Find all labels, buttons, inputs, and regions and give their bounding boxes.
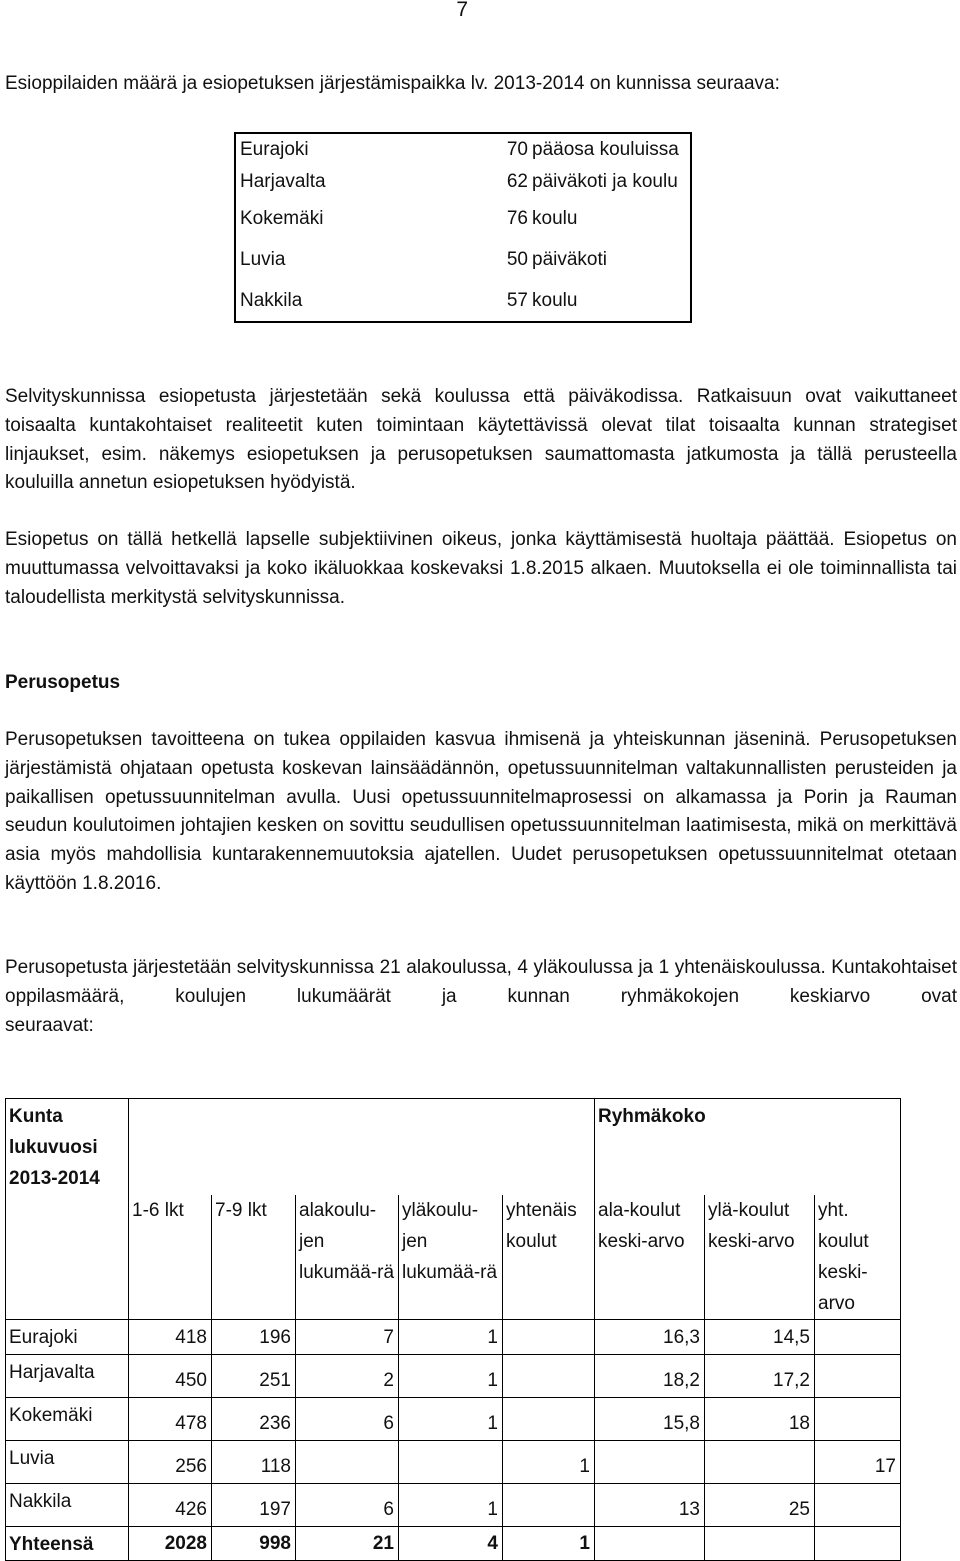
- place-cell: koulu: [532, 207, 578, 229]
- table-cell: 14,5: [705, 1320, 815, 1355]
- table-cell: [705, 1441, 815, 1484]
- table-cell: 17,2: [705, 1355, 815, 1398]
- table-cell: [815, 1484, 901, 1527]
- table-cell: 18,2: [595, 1355, 705, 1398]
- table-cell: [503, 1355, 595, 1398]
- table-cell: 15,8: [595, 1398, 705, 1441]
- count-cell: 70: [506, 139, 528, 160]
- municipality-cell: Eurajoki: [240, 139, 309, 160]
- table-cell: 118: [212, 1441, 296, 1484]
- table-cell: 18: [705, 1398, 815, 1441]
- table-cell: 256: [129, 1441, 212, 1484]
- page-number: 7: [456, 0, 468, 21]
- municipality-cell: Kokemäki: [240, 207, 324, 229]
- table-cell: 196: [212, 1320, 296, 1355]
- row-label: Kokemäki: [6, 1398, 129, 1441]
- paragraph-schools-count: [5, 954, 957, 1040]
- table-row: [6, 1355, 901, 1398]
- group-header: Ryhmäkoko: [595, 1099, 901, 1196]
- paragraph-basic-education: Perusopetuksen tavoitteena on tukea oppilaiden kasvua ihmisenä ja yhteiskunnan jäseninä. Perusopetuksen järjestämistä ohjataan opetusta koskevan lainsäädännön, opetussuunnitelman valtakunnallisten perusteiden ja paikallisen opetussuunnitelman avulla. Uusi opetussuunnitelmaprosessi on alkamassa ja Porin ja Rauman seudun koulutoimen johtajien kesken on sovittu seudullisen opetussuunnitelman laatimisesta, mikä on merkittävä asia myös mahdollisia kuntarakennemuutoksia ajatellen. Uudet perusopetuksen opetussuunnitelmat otetaan käyttöön 1.8.2016.: [5, 729, 957, 894]
- table-cell: 1: [503, 1527, 595, 1561]
- table-header-row: [6, 1099, 901, 1196]
- count-cell: 50: [506, 248, 528, 270]
- municipality-cell: Harjavalta: [240, 171, 326, 192]
- intro-text: Esioppilaiden määrä ja esiopetuksen järjestämispaikka lv. 2013-2014 on kunnissa seuraava:: [5, 73, 780, 94]
- table-row: [6, 1484, 901, 1527]
- table-cell: 426: [129, 1484, 212, 1527]
- table-cell: 478: [129, 1398, 212, 1441]
- section-heading: Perusopetus: [5, 672, 121, 693]
- table-cell: 450: [129, 1355, 212, 1398]
- column-header: yläkoulu-jen lukumää-rä: [399, 1195, 503, 1320]
- table-row: [235, 280, 691, 322]
- column-header: yht. koulut keski-arvo: [815, 1195, 901, 1320]
- place-cell: pääosa kouluissa: [532, 139, 679, 160]
- table-cell: 2: [296, 1355, 399, 1398]
- column-header: ala-koulut keski-arvo: [595, 1195, 705, 1320]
- column-header: yhtenäis koulut: [503, 1195, 595, 1320]
- table-header-row: [6, 1195, 901, 1320]
- table-cell: [815, 1527, 901, 1561]
- table-row: [6, 1320, 901, 1355]
- place-cell: päiväkoti: [532, 248, 607, 270]
- table-cell: [503, 1484, 595, 1527]
- table-cell: 1: [503, 1441, 595, 1484]
- paragraph-preschool-right: Esiopetus on tällä hetkellä lapselle subjektiivinen oikeus, jonka käyttämisestä huoltaja päättää. Esiopetus on muuttumassa velvoittavaksi ja koko ikäluokkaa koskevaksi 1.8.2015 alkaen. Muutoksella ei ole toiminnallista tai taloudellista merkitystä selvityskunnissa.: [5, 529, 957, 608]
- table-total-row: [6, 1527, 901, 1561]
- table-cell: 17: [815, 1441, 901, 1484]
- table-cell: [503, 1398, 595, 1441]
- paragraph-schools-count-end: seuraavat:: [5, 1014, 94, 1036]
- table-row: [6, 1441, 901, 1484]
- table-cell: 2028: [129, 1527, 212, 1561]
- table-cell: [815, 1355, 901, 1398]
- table-row: [235, 133, 691, 166]
- table-row: [235, 239, 691, 280]
- table-cell: 1: [399, 1398, 503, 1441]
- place-cell: koulu: [532, 289, 578, 311]
- table-cell: 197: [212, 1484, 296, 1527]
- municipality-cell: Nakkila: [240, 289, 303, 311]
- table-cell: 7: [296, 1320, 399, 1355]
- place-cell: päiväkoti ja koulu: [532, 171, 678, 192]
- municipality-cell: Luvia: [240, 248, 286, 270]
- row-label: Harjavalta: [6, 1355, 129, 1398]
- corner-header: Kunta lukuvuosi 2013-2014: [6, 1099, 129, 1320]
- table-cell: 418: [129, 1320, 212, 1355]
- table-cell: 4: [399, 1527, 503, 1561]
- table-cell: 1: [399, 1320, 503, 1355]
- column-header: alakoulu-jen lukumää-rä: [296, 1195, 399, 1320]
- count-cell: 62: [506, 171, 528, 192]
- table-cell: [296, 1441, 399, 1484]
- table-cell: 1: [399, 1484, 503, 1527]
- count-cell: 57: [506, 289, 528, 311]
- table-row: [235, 198, 691, 239]
- table-cell: 236: [212, 1398, 296, 1441]
- table-cell: [705, 1527, 815, 1561]
- count-cell: 76: [506, 207, 528, 229]
- table-cell: [815, 1320, 901, 1355]
- table-cell: [595, 1527, 705, 1561]
- table-cell: 25: [705, 1484, 815, 1527]
- table-row: [6, 1398, 901, 1441]
- table-cell: [595, 1441, 705, 1484]
- table-cell: 998: [212, 1527, 296, 1561]
- table-cell: 1: [399, 1355, 503, 1398]
- preschool-table: [234, 132, 692, 323]
- table-cell: [399, 1441, 503, 1484]
- table-cell: 21: [296, 1527, 399, 1561]
- table-cell: [815, 1398, 901, 1441]
- table-cell: 13: [595, 1484, 705, 1527]
- row-label: Nakkila: [6, 1484, 129, 1527]
- row-label: Eurajoki: [6, 1320, 129, 1355]
- school-stats-table: [5, 1098, 901, 1561]
- table-cell: [503, 1320, 595, 1355]
- table-cell: 6: [296, 1484, 399, 1527]
- table-row: [235, 166, 691, 198]
- row-label: Yhteensä: [6, 1527, 129, 1561]
- paragraph-schools-count-text: Perusopetusta järjestetään selvityskunnissa 21 alakoulussa, 4 yläkoulussa ja 1 yhtenäiskoulussa. Kuntakohtaiset oppilasmäärä, koulujen lukumäärät ja kunnan ryhmäkokojen keskiarvo ovat: [5, 957, 957, 1007]
- column-header: 7-9 lkt: [212, 1195, 296, 1320]
- column-header: ylä-koulut keski-arvo: [705, 1195, 815, 1320]
- table-cell: 251: [212, 1355, 296, 1398]
- table-cell: 16,3: [595, 1320, 705, 1355]
- paragraph-preschool-arrangement: Selvityskunnissa esiopetusta järjestetään sekä koulussa että päiväkodissa. Ratkaisuun ovat vaikuttaneet toisaalta kuntakohtaiset realiteetit kuten toimintaan käytettävissä olevat tilat toisaalta kunnan strategiset linjaukset, esim. näkemys esiopetuksen ja perusopetuksen saumattomasta jatkumosta ja tällä perusteella kouluilla annetun esiopetuksen hyödyistä.: [5, 386, 957, 494]
- row-label: Luvia: [6, 1441, 129, 1484]
- column-header: 1-6 lkt: [129, 1195, 212, 1320]
- table-cell: 6: [296, 1398, 399, 1441]
